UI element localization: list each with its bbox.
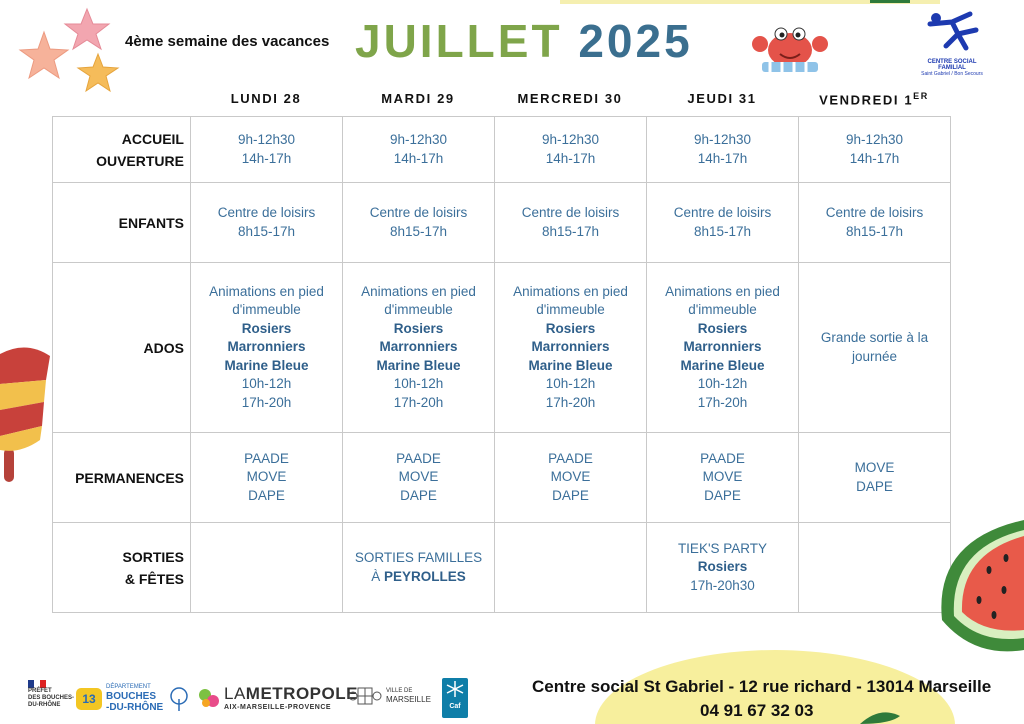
cell-accueil-fri: 9h-12h30 14h-17h — [799, 117, 951, 183]
cell-sorties-mon — [191, 523, 343, 613]
cell-ados-tue: Animations en pied d'immeuble Rosiers Marronniers Marine Bleue 10h-12h 17h-20h — [343, 263, 495, 433]
cell-accueil-tue: 9h-12h30 14h-17h — [343, 117, 495, 183]
footer-address: Centre social St Gabriel - 12 rue richard - 13014 Marseille — [532, 677, 992, 696]
departement-13-icon: 13 — [76, 688, 102, 710]
logo-metropole: LAMETROPOLE AIX-MARSEILLE-PROVENCE — [198, 684, 358, 711]
title-year: 2025 — [578, 15, 693, 67]
starfish-decoration — [12, 4, 132, 104]
row-label-accueil: ACCUEIL OUVERTURE — [53, 117, 191, 183]
logo-caf: Caf — [442, 678, 468, 718]
schedule-table — [52, 116, 951, 613]
logo-departement: 13 DÉPARTEMENT BOUCHES -DU-RHÔNE — [76, 684, 191, 713]
footer-phone: 04 91 67 32 03 — [700, 701, 814, 720]
title-month: JUILLET — [355, 15, 563, 67]
cell-perm-tue: PAADE MOVE DAPE — [343, 433, 495, 523]
cell-sorties-thu: TIEK'S PARTY Rosiers 17h-20h30 — [647, 523, 799, 613]
cell-perm-wed: PAADE MOVE DAPE — [495, 433, 647, 523]
day-header-monday: LUNDI 28 — [230, 91, 302, 106]
day-header-wednesday: MERCREDI 30 — [517, 91, 623, 106]
cell-perm-mon: PAADE MOVE DAPE — [191, 433, 343, 523]
caf-snowflake-icon — [445, 680, 465, 698]
cell-accueil-thu: 9h-12h30 14h-17h — [647, 117, 799, 183]
dancing-figure-icon — [922, 10, 982, 52]
cell-ados-fri: Grande sortie à la journée — [799, 263, 951, 433]
day-header-thursday: JEUDI 31 — [687, 91, 757, 106]
leaf-decoration — [860, 706, 920, 724]
logo-line2: Saint Gabriel / Bon Secours — [921, 71, 983, 77]
cell-enfants-fri: Centre de loisirs 8h15-17h — [799, 183, 951, 263]
friday-suffix: ER — [913, 91, 929, 101]
row-accueil — [53, 117, 951, 183]
row-label-ados: ADOS — [53, 263, 191, 433]
starfish-orange-icon — [78, 54, 118, 91]
metropole-mark-icon — [198, 687, 220, 709]
top-decor-leaf — [870, 0, 910, 3]
cell-enfants-thu: Centre de loisirs 8h15-17h — [647, 183, 799, 263]
row-label-permanences: PERMANENCES — [53, 433, 191, 523]
week-label: 4ème semaine des vacances — [125, 33, 330, 50]
cell-sorties-fri — [799, 523, 951, 613]
french-flag-icon — [28, 680, 46, 688]
cell-sorties-tue: SORTIES FAMILLES À PEYROLLES — [343, 523, 495, 613]
cell-enfants-wed: Centre de loisirs 8h15-17h — [495, 183, 647, 263]
cell-perm-thu: PAADE MOVE DAPE — [647, 433, 799, 523]
centre-social-logo — [915, 10, 989, 77]
cell-ados-thu: Animations en pied d'immeuble Rosiers Marronniers Marine Bleue 10h-12h 17h-20h — [647, 263, 799, 433]
row-label-enfants: ENFANTS — [53, 183, 191, 263]
cell-accueil-mon: 9h-12h30 14h-17h — [191, 117, 343, 183]
crab-decoration — [750, 14, 830, 76]
row-ados — [53, 263, 951, 433]
starfish-peach-icon — [20, 32, 68, 78]
row-permanences — [53, 433, 951, 523]
cell-enfants-tue: Centre de loisirs 8h15-17h — [343, 183, 495, 263]
starfish-pink-icon — [65, 9, 109, 49]
logo-line1: CENTRE SOCIAL FAMILIAL — [927, 59, 977, 71]
cell-ados-mon: Animations en pied d'immeuble Rosiers Marronniers Marine Bleue 10h-12h 17h-20h — [191, 263, 343, 433]
row-enfants — [53, 183, 951, 263]
tree-icon — [167, 687, 191, 711]
logo-ville-marseille: VILLE DE MARSEILLE — [348, 684, 431, 708]
popsicle-decoration — [0, 344, 54, 484]
cell-sorties-wed — [495, 523, 647, 613]
page-title — [355, 14, 693, 68]
cell-perm-fri: MOVE DAPE — [799, 433, 951, 523]
crab-body-icon — [768, 33, 812, 67]
watermelon-decoration — [934, 520, 1024, 654]
day-header-friday — [798, 91, 950, 107]
marseille-crest-icon — [348, 684, 382, 708]
cell-ados-wed: Animations en pied d'immeuble Rosiers Marronniers Marine Bleue 10h-12h 17h-20h — [495, 263, 647, 433]
day-header-tuesday: MARDI 29 — [381, 91, 455, 106]
cell-accueil-wed: 9h-12h30 14h-17h — [495, 117, 647, 183]
friday-date: VENDREDI 1 — [819, 92, 914, 108]
row-sorties — [53, 523, 951, 613]
row-label-sorties: SORTIES & FÊTES — [53, 523, 191, 613]
logo-prefet: PRÉFET DES BOUCHES- DU-RHÔNE — [28, 680, 74, 709]
cell-enfants-mon: Centre de loisirs 8h15-17h — [191, 183, 343, 263]
